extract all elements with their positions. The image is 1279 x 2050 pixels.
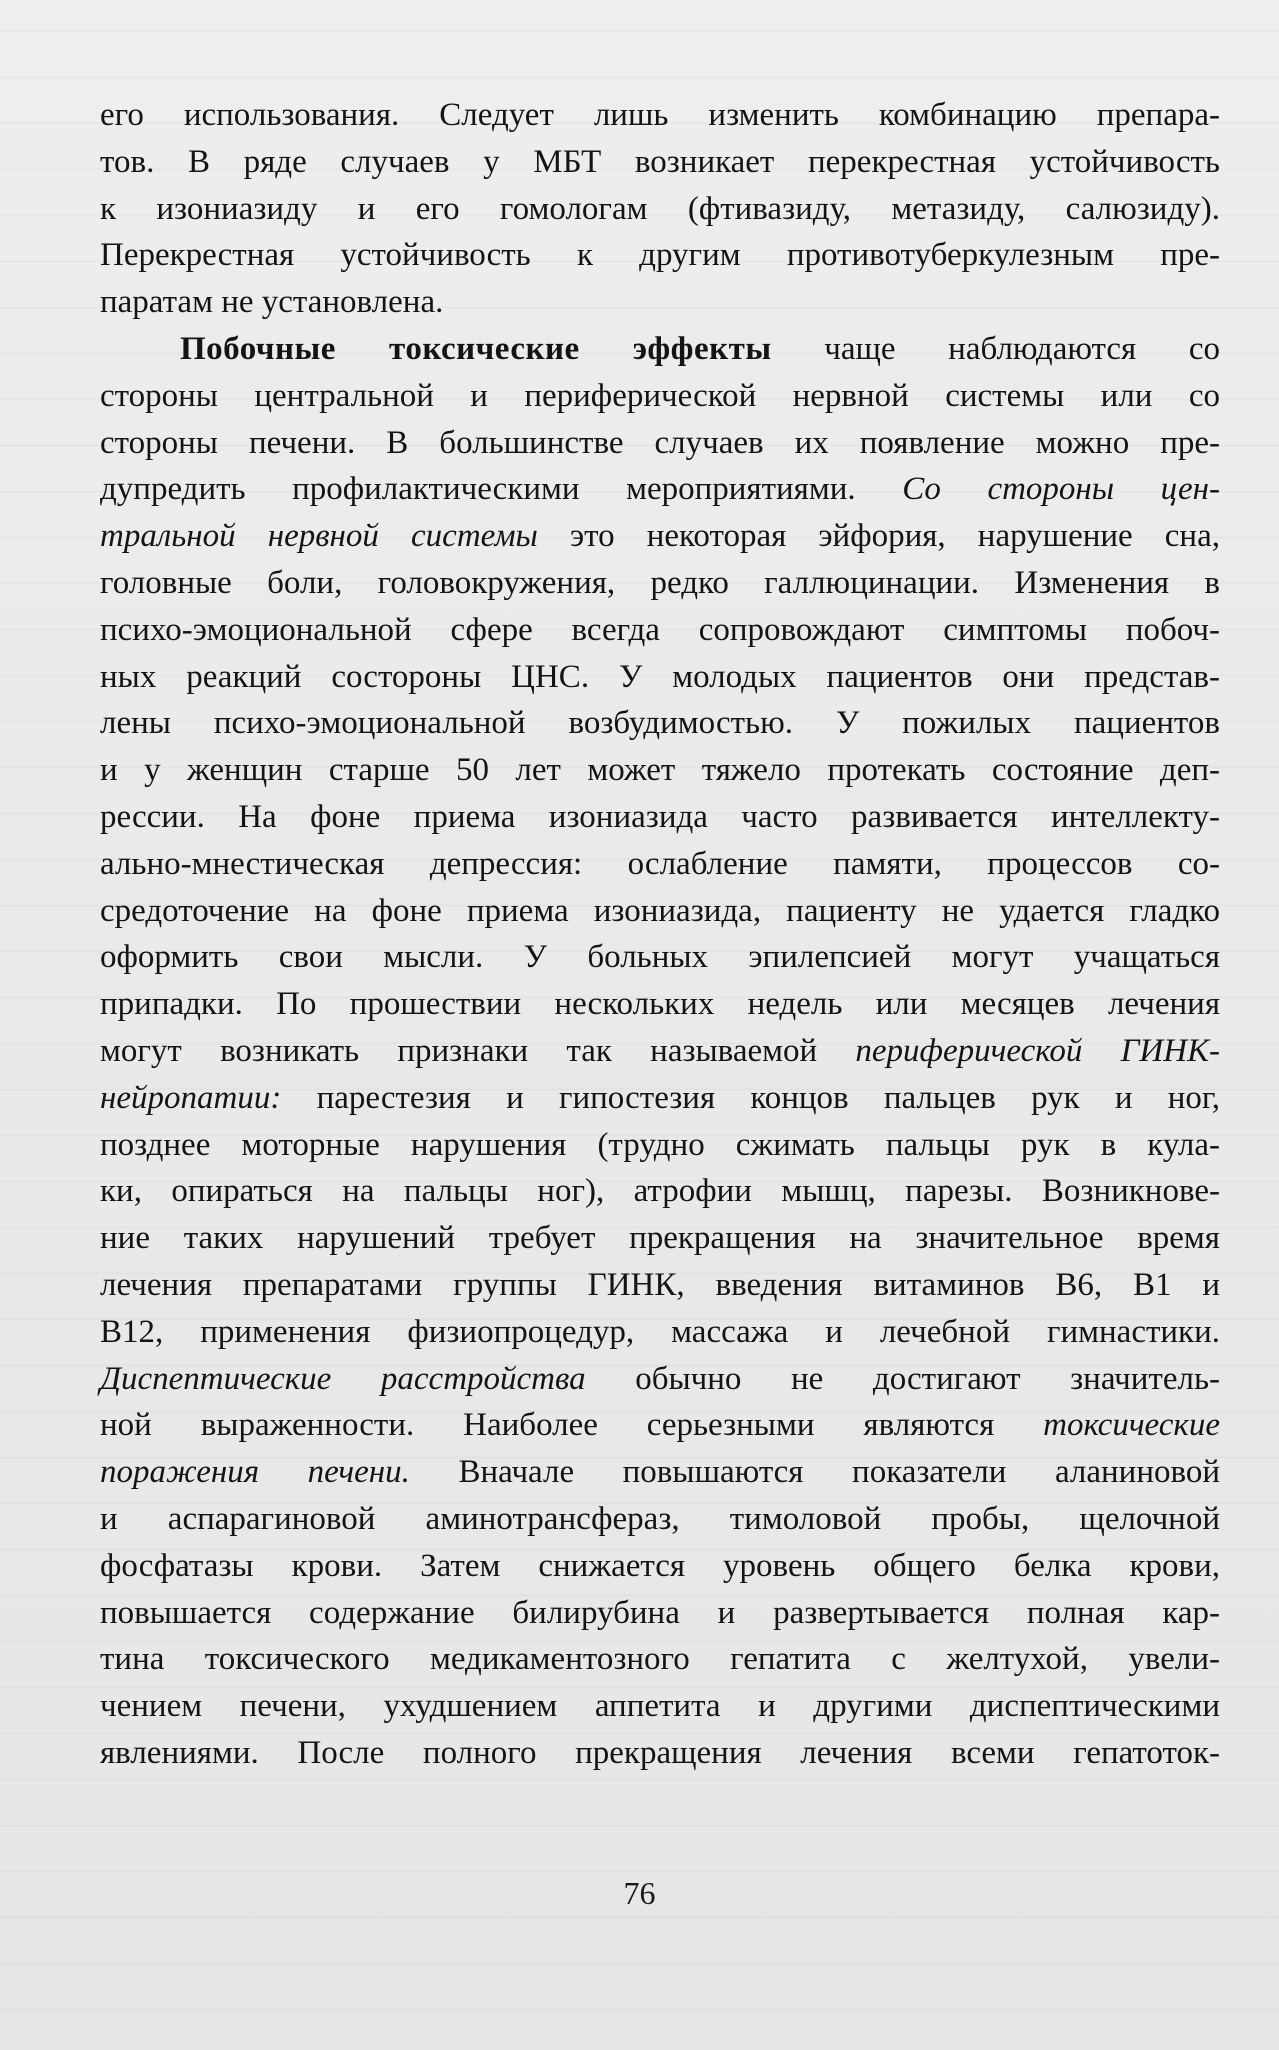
italic-term: периферической ГИНК-	[855, 1032, 1220, 1069]
text-line: ной выраженности. Наиболее серьезными являются токсические	[100, 1407, 1220, 1444]
text-line: припадки. По прошествии нескольких недель или месяцев лечения	[100, 986, 1220, 1023]
text-line: В12, применения физиопроцедур, массажа и лечебной гимнастики.	[100, 1313, 1220, 1350]
text-line: к изониазиду и его гомологам (фтивазиду, метазиду, салюзиду).	[100, 190, 1220, 227]
italic-term: нейропатии:	[100, 1079, 282, 1116]
text-line: лечения препаратами группы ГИНК, введения витаминов В6, В1 и	[100, 1266, 1220, 1303]
text-line: рессии. На фоне приема изониазида часто развивается интеллекту-	[100, 798, 1220, 835]
text-line: позднее моторные нарушения (трудно сжимать пальцы рук в кула-	[100, 1126, 1220, 1163]
text-line: Побочные токсические эффекты чаще наблюдаются со	[180, 330, 1220, 367]
bold-term: Побочные токсические эффекты	[180, 330, 772, 367]
text-line: повышается содержание билирубина и развертывается полная кар-	[100, 1594, 1220, 1631]
text-line: ние таких нарушений требует прекращения на значительное время	[100, 1220, 1220, 1257]
text-line: тов. В ряде случаев у МБТ возникает перекрестная устойчивость	[100, 143, 1220, 180]
text-line: тина токсического медикаментозного гепатита с желтухой, увели-	[100, 1641, 1220, 1678]
italic-term: токсические	[1043, 1407, 1220, 1444]
text-line: чением печени, ухудшением аппетита и другими диспептическими	[100, 1688, 1220, 1725]
text-line: оформить свои мысли. У больных эпилепсией могут учащаться	[100, 939, 1220, 976]
text-line: явлениями. После полного прекращения лечения всеми гепатоток-	[100, 1734, 1220, 1771]
text-line: дупредить профилактическими мероприятиями. Со стороны цен-	[100, 471, 1220, 508]
italic-term: Со стороны цен-	[902, 471, 1220, 508]
text-line: и у женщин старше 50 лет может тяжело протекать состояние деп-	[100, 752, 1220, 789]
text-line: стороны печени. В большинстве случаев их появление можно пре-	[100, 424, 1220, 461]
text-line: нейропатии: парестезия и гипостезия концов пальцев рук и ног,	[100, 1079, 1220, 1116]
italic-term: тральной нервной системы	[100, 518, 538, 555]
text-line: стороны центральной и периферической нервной системы или со	[100, 377, 1220, 414]
text-line: фосфатазы крови. Затем снижается уровень общего белка крови,	[100, 1547, 1220, 1584]
text-line: средоточение на фоне приема изониазида, пациенту не удается гладко	[100, 892, 1220, 929]
text-line: лены психо-эмоциональной возбудимостью. У пожилых пациентов	[100, 705, 1220, 742]
text-line: поражения печени. Вначале повышаются показатели аланиновой	[100, 1454, 1221, 1491]
text-line: Перекрестная устойчивость к другим противотуберкулезным пре-	[100, 237, 1220, 274]
text-line: тральной нервной системы это некоторая эйфория, нарушение сна,	[100, 518, 1220, 555]
text-line: его использования. Следует лишь изменить комбинацию препара-	[100, 97, 1220, 133]
text-line: ных реакций состороны ЦНС. У молодых пациентов они представ-	[100, 658, 1220, 695]
italic-term: Диспептические расстройства	[100, 1360, 586, 1397]
text-line: могут возникать признаки так называемой периферической ГИНК-	[100, 1032, 1220, 1069]
text-line: психо-эмоциональной сфере всегда сопровождают симптомы побоч-	[100, 611, 1220, 648]
body-text	[100, 92, 1220, 1777]
text-line: и аспарагиновой аминотрансфераз, тимоловой пробы, щелочной	[100, 1500, 1220, 1537]
italic-term: поражения печени.	[100, 1454, 410, 1491]
text-line: головные боли, головокружения, редко галлюцинации. Изменения в	[100, 564, 1220, 601]
text-line: Диспептические расстройства обычно не достигают значитель-	[100, 1360, 1221, 1397]
page-number: 76	[623, 1875, 656, 1911]
text-line: ки, опираться на пальцы ног), атрофии мышц, парезы. Возникнове-	[100, 1173, 1220, 1210]
text-line: ально-мнестическая депрессия: ослабление памяти, процессов со-	[100, 845, 1220, 882]
text-line: паратам не установлена.	[100, 284, 444, 321]
